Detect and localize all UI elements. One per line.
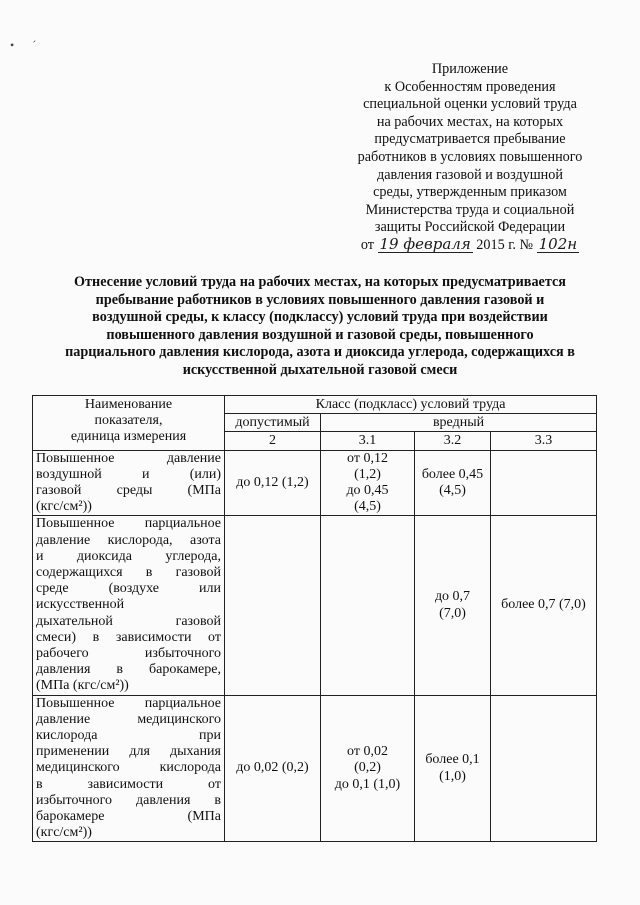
- title-line: парциального давления кислорода, азота и диоксида углерода, содержащихся в: [65, 344, 575, 360]
- value-cell-2: [225, 516, 321, 695]
- header-indicator-line: Наименование: [84, 397, 173, 412]
- indicator-name-line: среде (воздухе или: [36, 581, 221, 597]
- value-cell-2: до 0,02 (0,2): [225, 695, 321, 842]
- appendix-line: к Особенностям проведения: [384, 78, 556, 95]
- date-prefix: от: [360, 236, 374, 253]
- indicator-name-line: (кгс/см²)): [36, 825, 92, 841]
- indicator-name-line: воздушной и (или): [36, 466, 221, 482]
- value-line: до 0,7: [434, 589, 471, 605]
- indicator-name-line: рабочего избыточного: [36, 646, 221, 662]
- value-line: более 0,45: [421, 466, 484, 482]
- value-cell-3-2: [415, 695, 491, 842]
- indicator-name-line: давление медицинского: [36, 711, 221, 727]
- table-row: [33, 516, 597, 695]
- title-line: искусственной дыхательной газовой смеси: [182, 361, 458, 378]
- date-year: 2015 г. №: [476, 236, 534, 253]
- value-line: от 0,12: [347, 450, 388, 466]
- appendix-line: предусматривается пребывание: [374, 131, 566, 148]
- appendix-line: среды, утвержденным приказом: [373, 184, 567, 201]
- value-line: (1,2): [354, 466, 381, 482]
- title-line: Отнесение условий труда на рабочих местах, на которых предусматривается: [74, 274, 566, 290]
- indicator-name-line: газовой среды (МПа: [36, 483, 221, 499]
- header-col-3-1: 3.1: [321, 432, 415, 450]
- value-line: (4,5): [439, 483, 466, 499]
- header-allowed: допустимый: [225, 414, 321, 432]
- header-harmful: вредный: [321, 414, 597, 432]
- header-col-3-3: 3.3: [491, 432, 597, 450]
- indicator-name-line: в зависимости от: [36, 776, 221, 792]
- table-body: [33, 450, 597, 842]
- indicator-name-line: смеси) в зависимости от: [36, 629, 221, 645]
- appendix-line: защиты Российской Федерации: [374, 219, 566, 236]
- indicator-name-cell: [33, 450, 225, 516]
- indicator-name-cell: [33, 695, 225, 842]
- value-line: до 0,45: [346, 483, 389, 499]
- appendix-line: на рабочих местах, на которых: [376, 113, 564, 130]
- indicator-name-line: применении для дыхания: [36, 744, 221, 760]
- indicator-name-line: кислорода при: [36, 728, 221, 744]
- handwritten-date: 19 февраля: [379, 234, 471, 253]
- value-line: от 0,02: [347, 744, 388, 760]
- value-cell-3-1: [321, 695, 415, 842]
- indicator-name-line: медицинского кислорода: [36, 760, 221, 776]
- value-cell-3-1: [321, 450, 415, 516]
- table-row: [33, 695, 597, 842]
- title-line: воздушной среды, к классу (подклассу) условий труда при воздействии: [92, 309, 548, 325]
- appendix-note: [330, 61, 610, 255]
- value-line: (7,0): [439, 605, 466, 621]
- value-cell-3-3: [491, 695, 597, 842]
- indicator-name-line: и диоксида углерода,: [36, 548, 221, 564]
- header-col-2: 2: [225, 432, 321, 450]
- table-row: [33, 450, 597, 516]
- handwritten-number: 102н: [538, 234, 578, 253]
- value-cell-3-3: [491, 450, 597, 516]
- classification-table: [32, 395, 597, 842]
- value-cell-3-3: [491, 516, 597, 695]
- appendix-line: Приложение: [431, 61, 509, 77]
- appendix-date-line: [330, 234, 610, 255]
- indicator-name-line: давление кислорода, азота: [36, 532, 221, 548]
- indicator-name-line: искусственной: [36, 597, 125, 613]
- document-title: [20, 274, 620, 379]
- title-line: пребывание работников в условиях повышенного давления газовой и: [95, 291, 545, 308]
- value-line: (0,2): [354, 760, 381, 776]
- indicator-name-line: (кгс/см²)): [36, 499, 92, 515]
- title-line: повышенного давления воздушной и газовой среды, повышенного: [106, 326, 534, 343]
- value-cell-3-1: [321, 516, 415, 695]
- appendix-line: Министерства труда и социальной: [365, 201, 575, 218]
- appendix-line: специальной оценки условий труда: [363, 96, 577, 113]
- value-cell-2: до 0,12 (1,2): [225, 450, 321, 516]
- indicator-name-line: барокамере (МПа: [36, 809, 221, 825]
- value-cell-3-2: [415, 450, 491, 516]
- value-line: более 0,7 (7,0): [501, 597, 586, 613]
- value-line: более 0,1: [425, 752, 480, 768]
- header-indicator-line: показателя,: [94, 413, 163, 429]
- indicator-name-line: (МПа (кгс/см²)): [36, 678, 129, 694]
- indicator-name-line: дыхательной газовой: [36, 613, 221, 629]
- header-row: [33, 396, 597, 414]
- header-indicator-line: единица измерения: [70, 429, 187, 445]
- indicator-name-cell: [33, 516, 225, 695]
- header-class: Класс (подкласс) условий труда: [225, 396, 597, 414]
- value-cell-3-2: [415, 516, 491, 695]
- scan-specks: • ˊ: [10, 38, 37, 52]
- indicator-name-line: давления в барокамере,: [36, 662, 221, 678]
- appendix-line: давления газовой и воздушной: [377, 166, 563, 183]
- header-col-3-2: 3.2: [415, 432, 491, 450]
- indicator-name-line: содержащихся в газовой: [36, 565, 221, 581]
- header-indicator: [33, 396, 225, 451]
- appendix-line: работников в условиях повышенного: [357, 148, 583, 165]
- value-line: (1,0): [439, 768, 466, 784]
- indicator-name-line: Повышенное парциальное: [36, 516, 221, 532]
- indicator-name-line: Повышенное давление: [36, 450, 221, 466]
- value-line: (4,5): [354, 499, 381, 515]
- indicator-name-line: Повышенное парциальное: [36, 695, 221, 711]
- indicator-name-line: избыточного давления в: [36, 792, 221, 808]
- value-line: до 0,1 (1,0): [334, 776, 401, 792]
